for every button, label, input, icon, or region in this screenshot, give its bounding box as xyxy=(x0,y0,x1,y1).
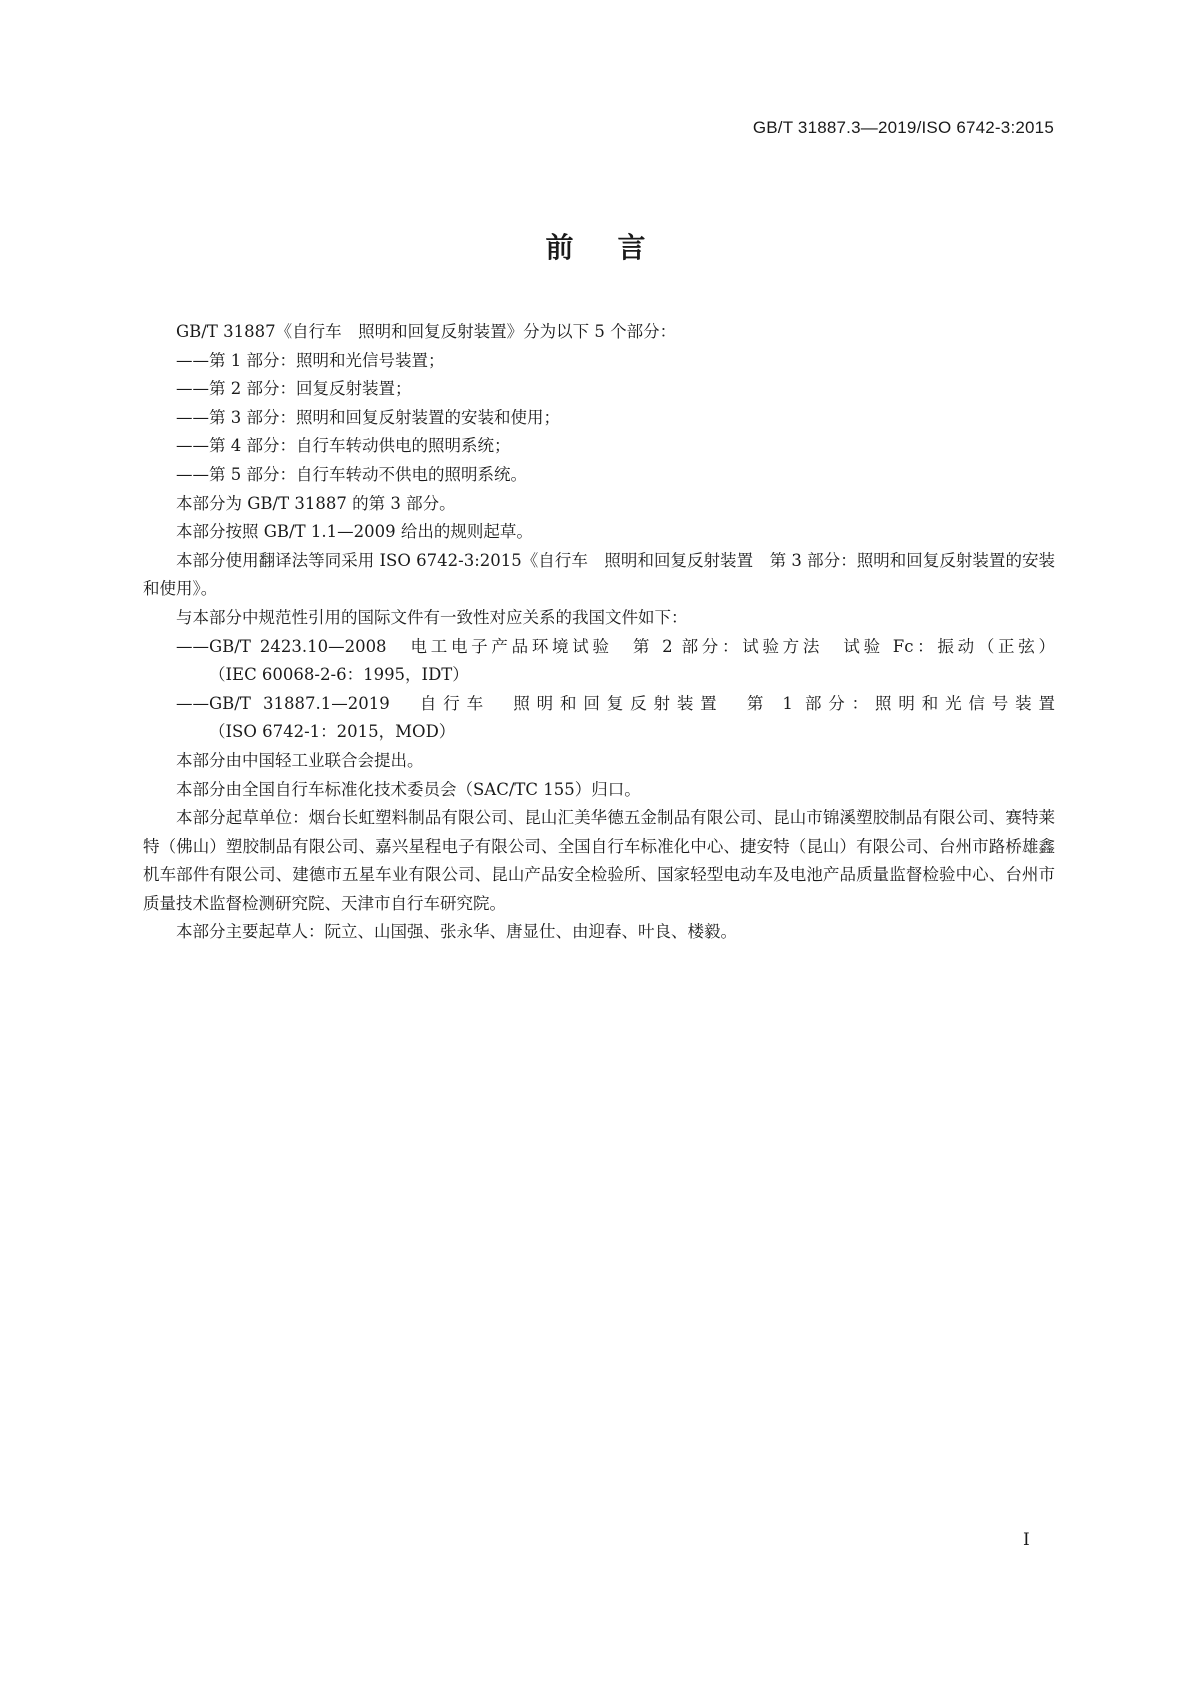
paragraph: 本部分使用翻译法等同采用 ISO 6742-3:2015《自行车 照明和回复反射装置 第 3 部分：照明和回复反射装置的安装和使用》。 xyxy=(143,550,1055,599)
part-list-item: ——第 2 部分：回复反射装置； xyxy=(176,379,412,399)
part-list-item: ——第 5 部分：自行车转动不供电的照明系统。 xyxy=(176,464,527,484)
paragraph: 本部分由中国轻工业联合会提出。 xyxy=(176,750,424,770)
reference-item-line: ——GB/T 31887.1—2019 自行车 照明和回复反射装置 第 1 部分：照明和光信号装置 xyxy=(176,693,1055,713)
drafters-paragraph: 本部分主要起草人：阮立、山国强、张永华、唐显仕、由迎春、叶良、楼毅。 xyxy=(176,922,737,942)
paragraph: 本部分按照 GB/T 1.1—2009 给出的规则起草。 xyxy=(176,522,533,542)
reference-item-continuation: （ISO 6742-1：2015，MOD） xyxy=(209,722,456,742)
document-header: GB/T 31887.3—2019/ISO 6742-3:2015 xyxy=(752,118,1054,137)
paragraph: 本部分为 GB/T 31887 的第 3 部分。 xyxy=(176,493,456,513)
document-body xyxy=(143,318,1055,947)
paragraph: 本部分由全国自行车标准化技术委员会（SAC/TC 155）归口。 xyxy=(176,779,641,799)
reference-item-continuation: （IEC 60068-2-6：1995，IDT） xyxy=(209,665,469,685)
part-list-item: ——第 3 部分：照明和回复反射装置的安装和使用； xyxy=(176,407,560,427)
part-list-item: ——第 4 部分：自行车转动供电的照明系统； xyxy=(176,436,511,456)
drafting-units-paragraph: 本部分起草单位：烟台长虹塑料制品有限公司、昆山汇美华德五金制品有限公司、昆山市锦溪塑胶制品有限公司、赛特莱特（佛山）塑胶制品有限公司、嘉兴星程电子有限公司、全国自行车标准化中心、捷安特（昆山）有限公司、台州市路桥雄鑫机车部件有限公司、建德市五星车业有限公司、昆山产品安全检验所、国家轻型电动车及电池产品质量监督检验中心、台州市质量技术监督检测研究院、天津市自行车研究院。 xyxy=(143,808,1055,913)
reference-item-line: ——GB/T 2423.10—2008 电工电子产品环境试验 第 2 部分：试验方法 试验 Fc：振动（正弦） xyxy=(176,636,1055,656)
paragraph: 与本部分中规范性引用的国际文件有一致性对应关系的我国文件如下： xyxy=(176,607,688,627)
page-number: I xyxy=(1023,1530,1030,1550)
page-title: 前言 xyxy=(545,231,690,264)
intro-paragraph: GB/T 31887《自行车 照明和回复反射装置》分为以下 5 个部分： xyxy=(176,322,677,341)
part-list-item: ——第 1 部分：照明和光信号装置； xyxy=(176,350,445,370)
